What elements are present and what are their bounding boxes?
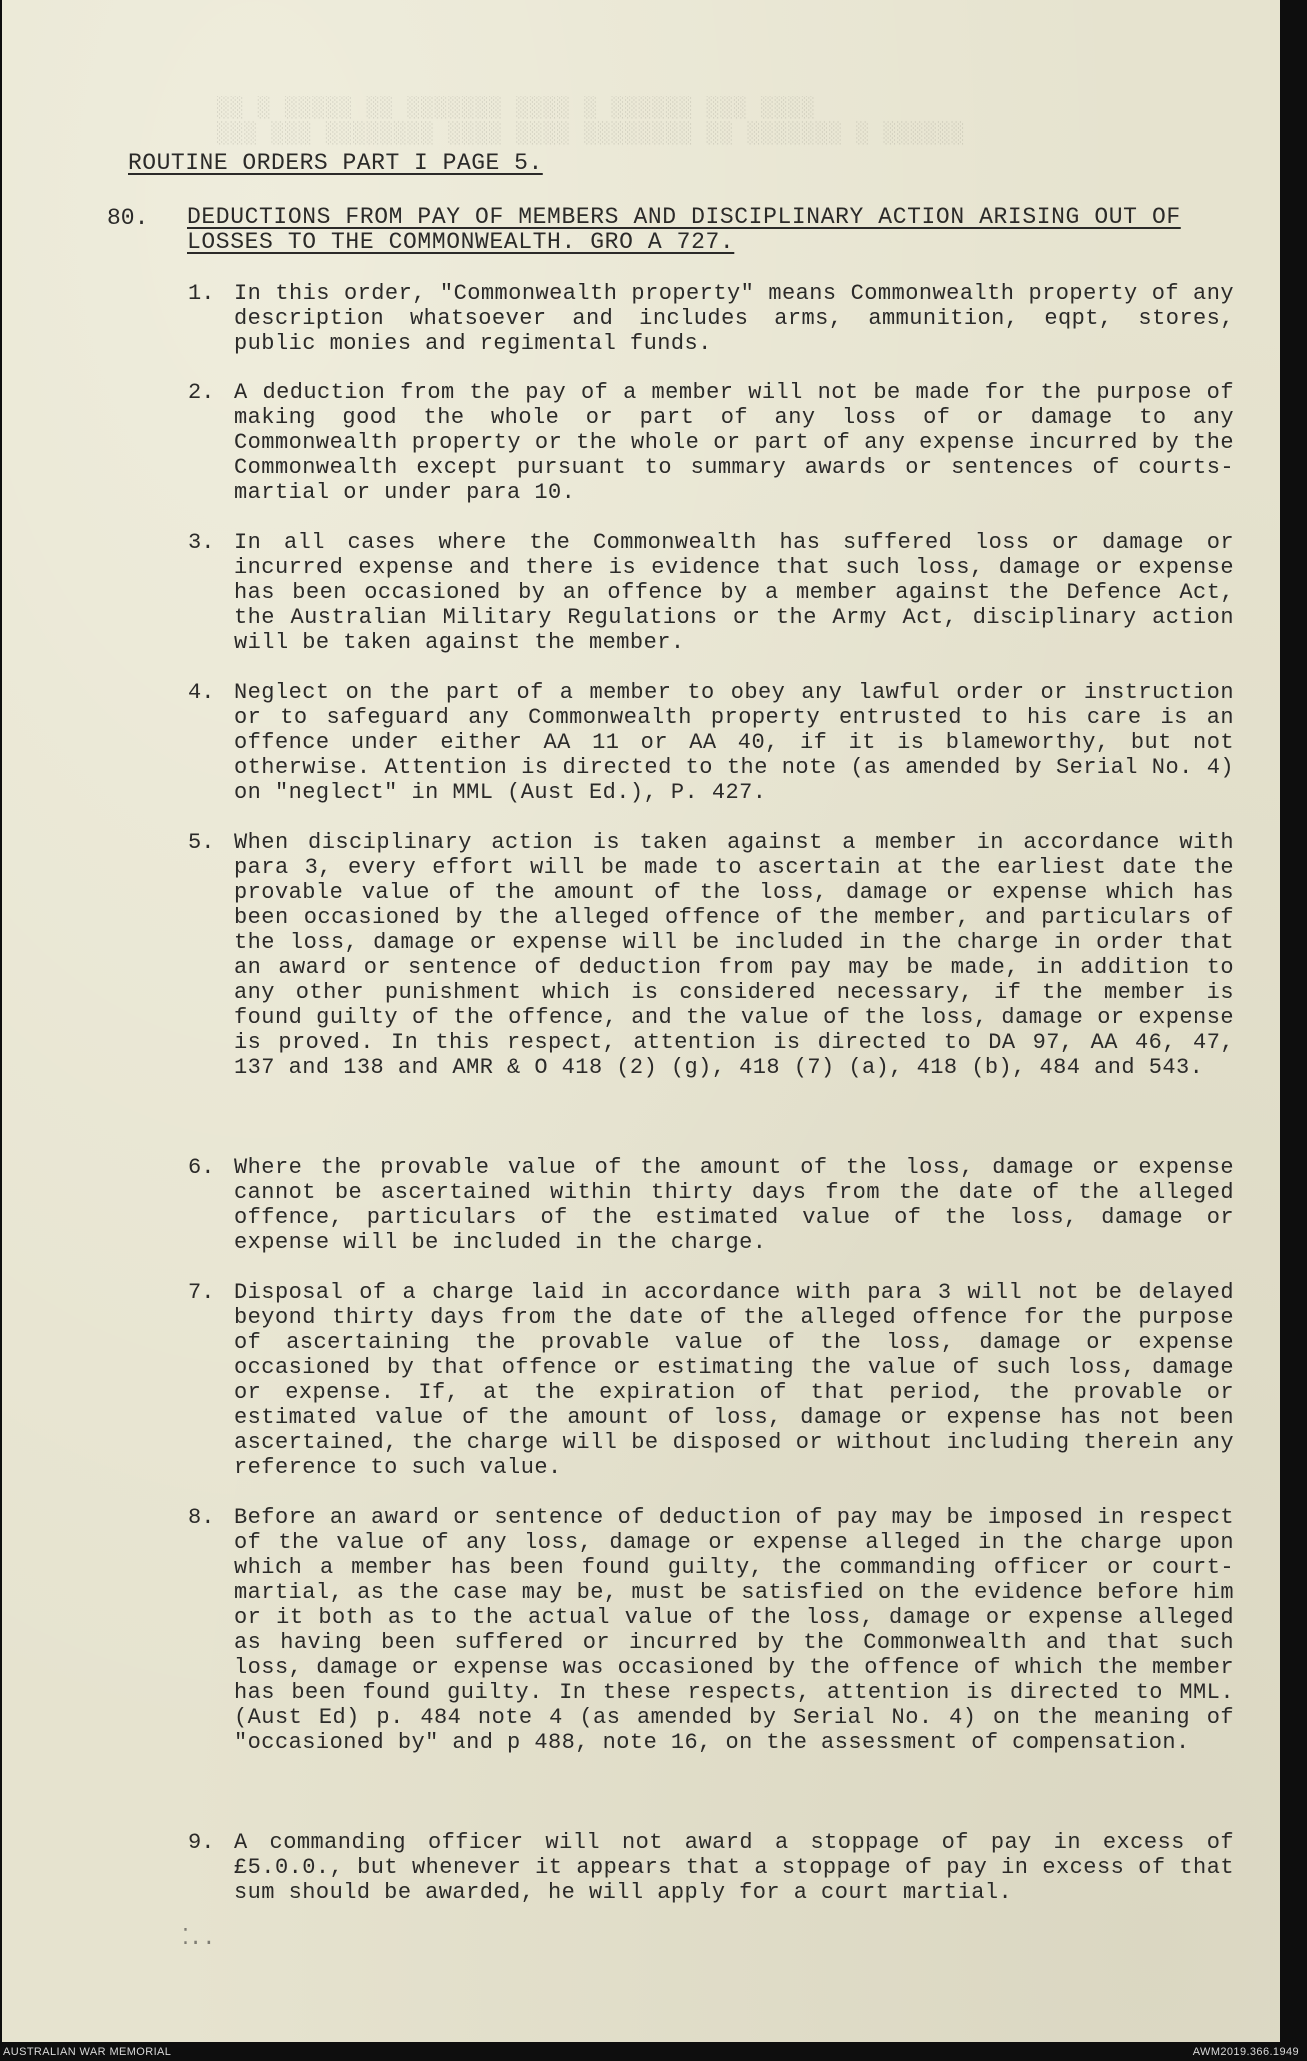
paragraph-number: 5. — [188, 830, 215, 855]
paragraph-text: Before an award or sentence of deduction of pay may be imposed in respect of the value of any loss, damage or expense alleged in the charge upon which a member has been found guilty, the commanding officer or court-martial, as the case may be, must be satisfied on the evidence before him or it both as to the actual value of the loss, damage or expense alleged as having been suffered or incurred by the Commonwealth and that such loss, damage or expense was occasioned by the offence of which the member has been found guilty. In these respects, attention is directed to MML. (Aust Ed) p. 484 note 4 (as amended by Serial No. 4) on the meaning of "occasioned by" and p 488, note 16, on the assessment of compensation. — [234, 1505, 1234, 1755]
document-page — [2, 0, 1280, 2042]
ink-mark: ⁚.. — [182, 1926, 216, 1951]
paragraph-number: 7. — [188, 1280, 215, 1305]
paragraph-number: 9. — [188, 1830, 215, 1855]
order-title: DEDUCTIONS FROM PAY OF MEMBERS AND DISCIPLINARY ACTION ARISING OUT OF LOSSES TO THE COMMONWEALTH. GRO A 727. — [187, 204, 1181, 255]
paragraph-text: When disciplinary action is taken against a member in accordance with para 3, every effort will be made to ascertain at the earliest date the provable value of the amount of the loss, damage or expense which has been occasioned by the alleged offence of the member, and particulars of the loss, damage or expense will be included in the charge in order that an award or sentence of deduction from pay may be made, in addition to any other punishment which is considered necessary, if the member is found guilty of the offence, and the value of the loss, damage or expense is proved. In this respect, attention is directed to DA 97, AA 46, 47, 137 and 138 and AMR & O 418 (2) (g), 418 (7) (a), 418 (b), 484 and 543. — [234, 830, 1234, 1080]
paragraph-number: 4. — [188, 680, 215, 705]
paragraph-number: 2. — [188, 380, 215, 405]
paragraph-text: A commanding officer will not award a stoppage of pay in excess of £5.0.0., but whenever it appears that a stoppage of pay in excess of that sum should be awarded, he will apply for a court martial. — [234, 1830, 1234, 1905]
paragraph-text: Where the provable value of the amount of the loss, damage or expense cannot be ascertained within thirty days from the date of the alleged offence, particulars of the estimated value of the loss, damage or expense will be included in the charge. — [234, 1155, 1234, 1255]
paragraph-number: 1. — [188, 281, 215, 306]
bleed-through-text: ░░ ░ ░░░░░ ░░ ░░░░░░░ ░░░░ ░ ░░░░░░ ░░░ ░░░░ ░░░ ░░░ ░░░░░░░░ ░░░░ ░░░░ ░░░░░░░░ ░░ ░░░░░░░ ░ ░░░░░░ — [217, 97, 966, 146]
paragraph-text: Disposal of a charge laid in accordance with para 3 will not be delayed beyond thirty days from the date of the alleged offence for the purpose of ascertaining the provable value of the loss, damage or expense occasioned by that offence or estimating the value of such loss, damage or expense. If, at the expiration of that period, the provable or estimated value of the amount of loss, damage or expense has not been ascertained, the charge will be disposed or without including therein any reference to such value. — [234, 1280, 1234, 1480]
paragraph-text: Neglect on the part of a member to obey any lawful order or instruction or to safeguard any Commonwealth property entrusted to his care is an offence under either AA 11 or AA 40, if it is blameworthy, but not otherwise. Attention is directed to the note (as amended by Serial No. 4) on "neglect" in MML (Aust Ed.), P. 427. — [234, 680, 1234, 805]
archive-credit: AUSTRALIAN WAR MEMORIAL — [3, 2046, 172, 2058]
paragraph-text: In this order, "Commonwealth property" means Commonwealth property of any description whatsoever and includes arms, ammunition, eqpt, stores, public monies and regimental funds. — [234, 281, 1234, 356]
paragraph-text: A deduction from the pay of a member will not be made for the purpose of making good the whole or part of any loss of or damage to any Commonwealth property or the whole or part of any expense incurred by the Commonwealth except pursuant to summary awards or sentences of courts-martial or under para 10. — [234, 380, 1234, 505]
paragraph-text: In all cases where the Commonwealth has suffered loss or damage or incurred expense and there is evidence that such loss, damage or expense has been occasioned by an offence by a member against the Defence Act, the Australian Military Regulations or the Army Act, disciplinary action will be taken against the member. — [234, 530, 1234, 655]
paragraph-number: 3. — [188, 530, 215, 555]
paragraph-number: 8. — [188, 1505, 215, 1530]
paragraph-number: 6. — [188, 1155, 215, 1180]
archive-footer-bar — [0, 2042, 1307, 2061]
archive-reference-number: AWM2019.366.1949 — [1192, 2046, 1299, 2058]
routine-orders-header: ROUTINE ORDERS PART I PAGE 5. — [128, 150, 543, 176]
order-number: 80. — [107, 205, 149, 231]
